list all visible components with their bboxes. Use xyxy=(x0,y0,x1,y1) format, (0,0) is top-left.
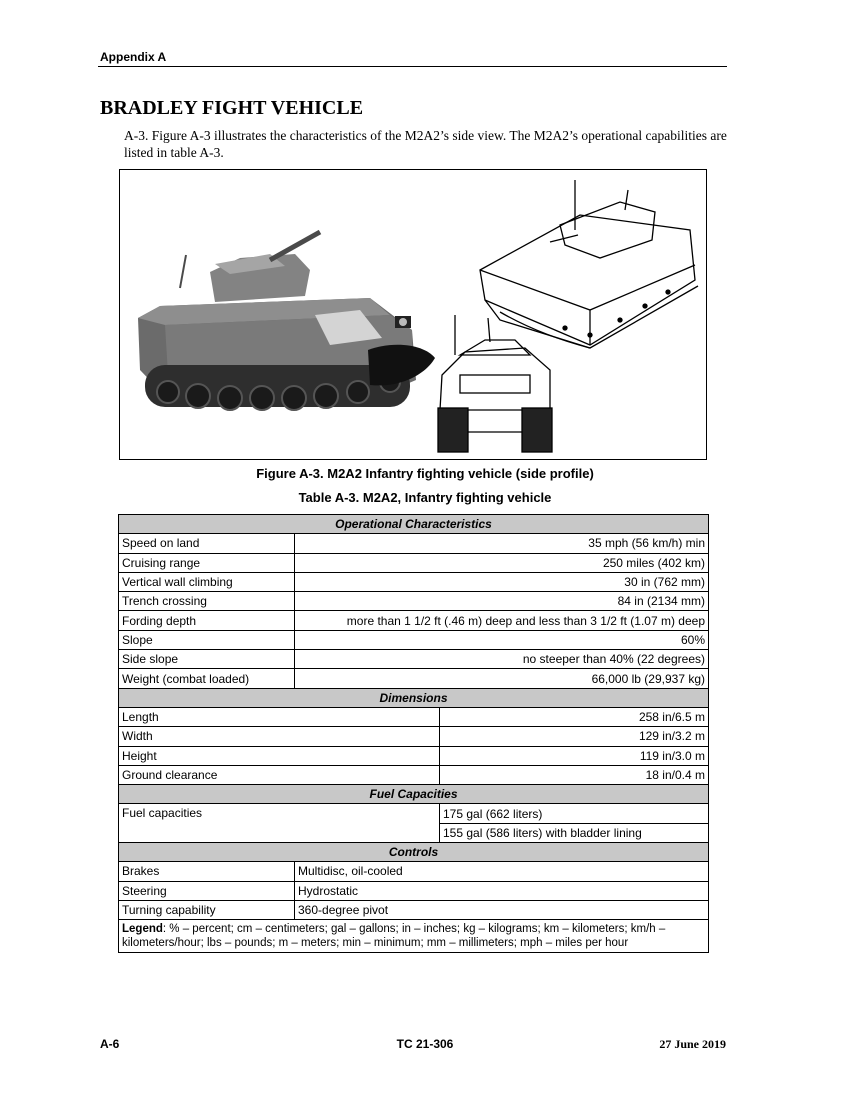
vehicle-line-drawing-front xyxy=(438,315,552,452)
row-value: 119 in/3.0 m xyxy=(440,746,709,765)
row-value: 129 in/3.2 m xyxy=(440,727,709,746)
row-value: 35 mph (56 km/h) min xyxy=(295,534,709,553)
row-value: 360-degree pivot xyxy=(295,900,709,919)
row-label: Steering xyxy=(119,881,295,900)
row-label: Brakes xyxy=(119,862,295,881)
legend-text: : % – percent; cm – centimeters; gal – gallons; in – inches; kg – kilograms; km – kilometers; km/h – kilometers/hour; lbs – pounds; m – meters; min – minimum; mm – millimeters; mph – miles per hour xyxy=(122,923,666,950)
table-section-row xyxy=(119,688,709,707)
row-value: 66,000 lb (29,937 kg) xyxy=(295,669,709,688)
document-number: TC 21-306 xyxy=(396,1037,454,1051)
section-heading-fuel: Fuel Capacities xyxy=(119,785,709,804)
running-header: Appendix A xyxy=(100,50,167,64)
header-rule xyxy=(98,66,727,67)
specifications-table xyxy=(118,514,709,953)
row-label: Fording depth xyxy=(119,611,295,630)
row-value: 18 in/0.4 m xyxy=(440,765,709,784)
table-row xyxy=(119,765,709,784)
row-label: Turning capability xyxy=(119,900,295,919)
table-row xyxy=(119,553,709,572)
section-title: BRADLEY FIGHT VEHICLE xyxy=(100,97,364,119)
row-value: Hydrostatic xyxy=(295,881,709,900)
row-label: Fuel capacities xyxy=(119,804,440,843)
table-row xyxy=(119,572,709,591)
row-label: Vertical wall climbing xyxy=(119,572,295,591)
row-label: Speed on land xyxy=(119,534,295,553)
row-value: 60% xyxy=(295,630,709,649)
figure-caption: Figure A-3. M2A2 Infantry fighting vehicle (side profile) xyxy=(256,466,594,481)
table-row xyxy=(119,727,709,746)
page-number: A-6 xyxy=(100,1037,120,1051)
table-row xyxy=(119,804,709,823)
row-value: 258 in/6.5 m xyxy=(440,707,709,726)
row-value: more than 1 1/2 ft (.46 m) deep and less than 3 1/2 ft (1.07 m) deep xyxy=(295,611,709,630)
table-row xyxy=(119,746,709,765)
table-row xyxy=(119,630,709,649)
table-row xyxy=(119,611,709,630)
row-label: Cruising range xyxy=(119,553,295,572)
section-heading-controls: Controls xyxy=(119,843,709,862)
legend-label: Legend xyxy=(122,923,163,936)
table-caption: Table A-3. M2A2, Infantry fighting vehicle xyxy=(298,490,552,505)
table-row xyxy=(119,669,709,688)
row-label: Ground clearance xyxy=(119,765,440,784)
row-value: 155 gal (586 liters) with bladder lining xyxy=(440,823,709,842)
table-row xyxy=(119,650,709,669)
section-heading-dimensions: Dimensions xyxy=(119,688,709,707)
vehicle-line-drawing-iso xyxy=(480,180,698,348)
table-section-row xyxy=(119,843,709,862)
table-row xyxy=(119,707,709,726)
row-label: Trench crossing xyxy=(119,592,295,611)
row-value: 250 miles (402 km) xyxy=(295,553,709,572)
row-value: 30 in (762 mm) xyxy=(295,572,709,591)
row-label: Length xyxy=(119,707,440,726)
row-label: Weight (combat loaded) xyxy=(119,669,295,688)
table-row xyxy=(119,881,709,900)
vehicle-photo xyxy=(138,232,435,410)
table-section-row xyxy=(119,515,709,534)
row-value: 84 in (2134 mm) xyxy=(295,592,709,611)
row-value: 175 gal (662 liters) xyxy=(440,804,709,823)
row-label: Height xyxy=(119,746,440,765)
legend-cell xyxy=(119,920,709,953)
row-value: Multidisc, oil-cooled xyxy=(295,862,709,881)
table-row xyxy=(119,900,709,919)
row-value: no steeper than 40% (22 degrees) xyxy=(295,650,709,669)
row-label: Width xyxy=(119,727,440,746)
publication-date: 27 June 2019 xyxy=(659,1037,726,1051)
bradley-illustration xyxy=(120,170,706,459)
row-label: Side slope xyxy=(119,650,295,669)
intro-paragraph: A-3. Figure A-3 illustrates the characteristics of the M2A2’s side view. The M2A2’s operational capabilities are listed in table A-3. xyxy=(124,128,727,160)
vehicle-figure xyxy=(119,169,707,460)
row-label: Slope xyxy=(119,630,295,649)
table-row xyxy=(119,534,709,553)
legend-row xyxy=(119,920,709,953)
table-row xyxy=(119,862,709,881)
table-row xyxy=(119,592,709,611)
table-section-row xyxy=(119,785,709,804)
section-heading-operational: Operational Characteristics xyxy=(119,515,709,534)
